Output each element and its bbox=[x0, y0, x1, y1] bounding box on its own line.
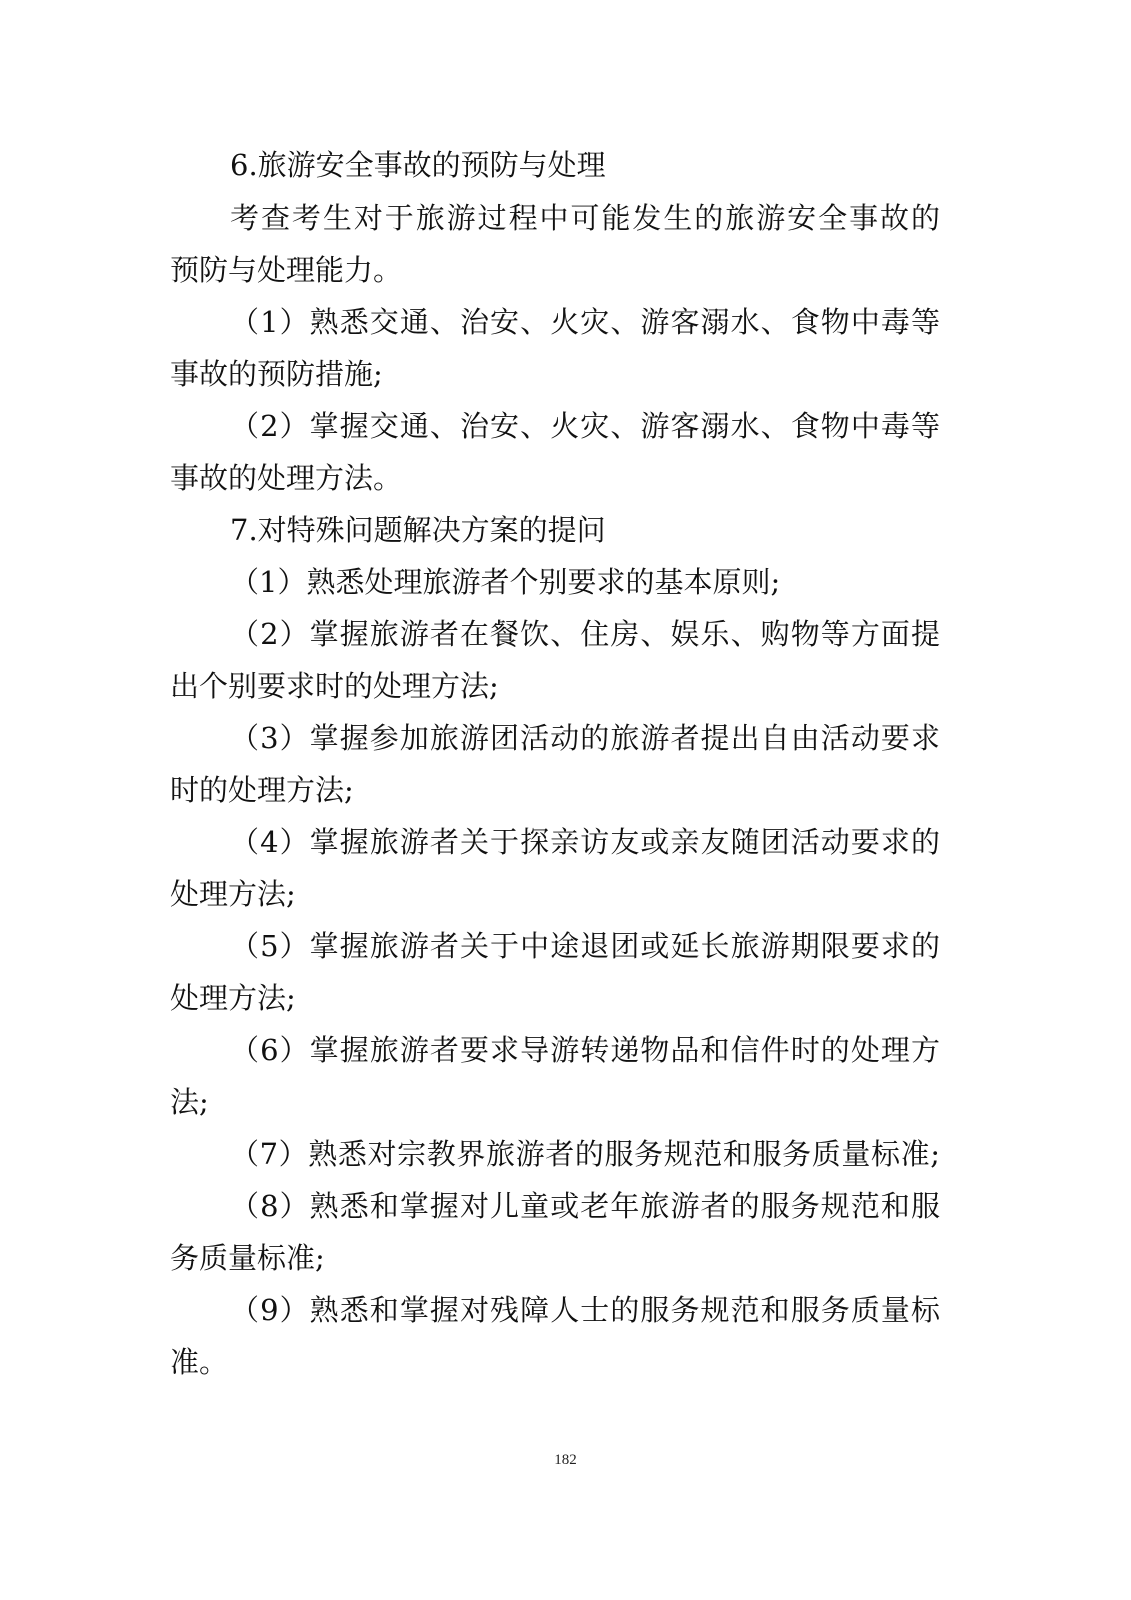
list-item-line: （4）掌握旅游者关于探亲访友或亲友随团活动要求的 bbox=[230, 825, 940, 859]
list-item-line: 事故的处理方法。 bbox=[170, 461, 403, 495]
list-item-line: （3）掌握参加旅游团活动的旅游者提出自由活动要求 bbox=[230, 721, 940, 755]
list-item-line: 务质量标准; bbox=[170, 1241, 325, 1275]
list-item-line: （6）掌握旅游者要求导游转递物品和信件时的处理方 bbox=[230, 1033, 940, 1067]
list-item-line: 出个别要求时的处理方法; bbox=[170, 669, 499, 703]
paragraph-line: 预防与处理能力。 bbox=[170, 253, 403, 287]
list-item-line: （7）熟悉对宗教界旅游者的服务规范和服务质量标准; bbox=[230, 1137, 940, 1171]
list-item-line: 事故的预防措施; bbox=[170, 357, 383, 391]
list-item-line: （2）掌握交通、治安、火灾、游客溺水、食物中毒等 bbox=[230, 409, 940, 443]
section-heading-6: 6.旅游安全事故的预防与处理 bbox=[230, 148, 606, 182]
list-item-line: 法; bbox=[170, 1085, 209, 1119]
paragraph-line: 考查考生对于旅游过程中可能发生的旅游安全事故的 bbox=[230, 201, 940, 235]
list-item-line: （2）掌握旅游者在餐饮、住房、娱乐、购物等方面提 bbox=[230, 617, 940, 651]
list-item-line: 时的处理方法; bbox=[170, 773, 354, 807]
list-item-line: （8）熟悉和掌握对儿童或老年旅游者的服务规范和服 bbox=[230, 1189, 940, 1223]
list-item-line: 准。 bbox=[170, 1345, 229, 1379]
list-item-line: 处理方法; bbox=[170, 877, 296, 911]
list-item-line: （1）熟悉处理旅游者个别要求的基本原则; bbox=[230, 565, 781, 599]
section-heading-7: 7.对特殊问题解决方案的提问 bbox=[230, 513, 606, 547]
list-item-line: 处理方法; bbox=[170, 981, 296, 1015]
list-item-line: （9）熟悉和掌握对残障人士的服务规范和服务质量标 bbox=[230, 1293, 940, 1327]
page-number: 182 bbox=[554, 1452, 577, 1468]
list-item-line: （1）熟悉交通、治安、火灾、游客溺水、食物中毒等 bbox=[230, 305, 940, 339]
list-item-line: （5）掌握旅游者关于中途退团或延长旅游期限要求的 bbox=[230, 929, 940, 963]
